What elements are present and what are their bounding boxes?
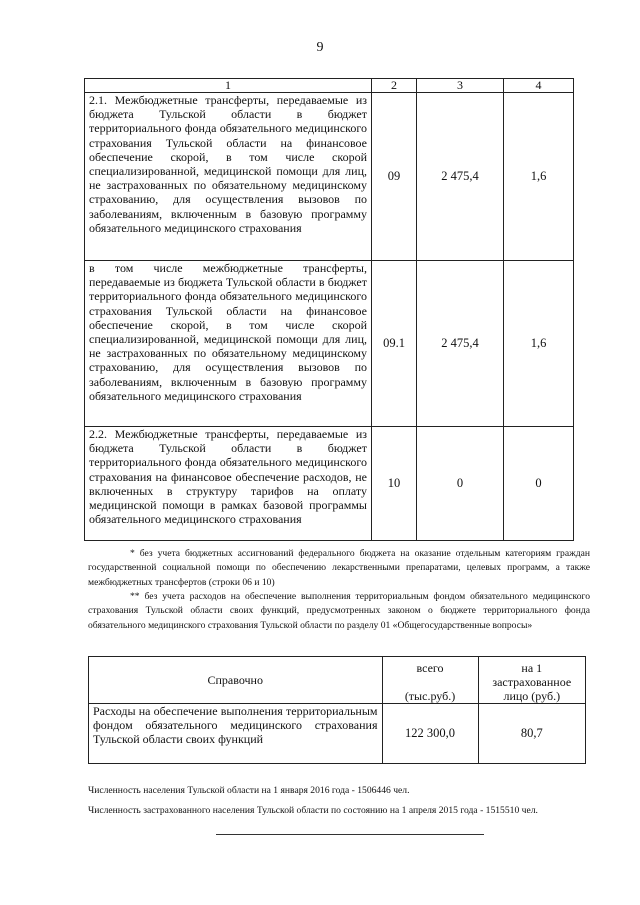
row-code: 10 (372, 427, 417, 541)
footnote-single-asterisk: * без учета бюджетных ассигнований федерального бюджета на оказание отдельным категориям граждан государственной социальной помощи по обеспечению лекарственными препаратами, целевых программ, а также межбюджетных трансфертов (строки 06 и 10) (88, 548, 590, 588)
reference-header-row (89, 657, 586, 704)
reference-header-total-unit: (тыс.руб.) (404, 689, 456, 703)
reference-table (88, 656, 586, 764)
table-row (85, 261, 574, 427)
reference-header-label: Справочно (89, 657, 383, 704)
row-code: 09 (372, 93, 417, 261)
reference-header-per-person: на 1 застрахованное лицо (руб.) (478, 657, 585, 704)
reference-header-total-label: всего (416, 661, 444, 675)
row-description: в том числе межбюджетные трансферты, передаваемые из бюджета Тульской области в бюджет территориального фонда обязательного медицинского страхования Тульской области на финансовое обеспечение скорой, в том числе скорой специализированной, медицинской помощи для лиц, не застрахованных по обязательному медицинскому страхованию, для осуществления вызовов по заболеваниям, включенным в базовую программу обязательного медицинского страхования (85, 261, 372, 427)
reference-header-total (382, 657, 478, 704)
reference-row-description: Расходы на обеспечение выполнения территориальным фондом обязательного медицинского страхования Тульской области своих функций (89, 704, 383, 764)
row-amount: 0 (417, 427, 504, 541)
row-description: 2.2. Межбюджетные трансферты, передаваемые из бюджета Тульской области в бюджет территориального фонда обязательного медицинского страхования на финансовое обеспечение расходов, не включенных в структуру тарифов на оплату медицинской помощи в рамках базовой программы обязательного медицинского страхования (85, 427, 372, 541)
row-per-person: 1,6 (504, 261, 574, 427)
end-divider (216, 834, 484, 835)
row-per-person: 1,6 (504, 93, 574, 261)
column-header-1: 1 (85, 79, 372, 93)
insured-population-line: Численность застрахованного населения Тульской области по состоянию на 1 апреля 2015 года - 1515510 чел. (88, 805, 538, 816)
row-per-person: 0 (504, 427, 574, 541)
budget-table (84, 78, 574, 541)
row-amount: 2 475,4 (417, 93, 504, 261)
row-description: 2.1. Межбюджетные трансферты, передаваемые из бюджета Тульской области в бюджет территориального фонда обязательного медицинского страхования Тульской области на финансовое обеспечение скорой, в том числе скорой специализированной, медицинской помощи для лиц, не застрахованных по обязательному медицинскому страхованию, для осуществления вызовов по заболеваниям, включенным в базовую программу обязательного медицинского страхования (85, 93, 372, 261)
row-amount: 2 475,4 (417, 261, 504, 427)
page-number: 9 (316, 40, 324, 55)
reference-row (89, 704, 586, 764)
table-row (85, 93, 574, 261)
table-header-row (85, 79, 574, 93)
column-header-4: 4 (504, 79, 574, 93)
reference-row-per-person: 80,7 (478, 704, 585, 764)
population-total-line: Численность населения Тульской области на 1 января 2016 года - 1506446 чел. (88, 785, 410, 796)
reference-row-total: 122 300,0 (382, 704, 478, 764)
footnote-double-asterisk: ** без учета расходов на обеспечение выполнения территориальным фондом обязательного медицинского страхования Тульской области своих функций, предусмотренных законом о бюджете территориального фонда обязательного медицинского страхования Тульской области по разделу 01 «Общегосударственные вопросы» (88, 591, 590, 631)
column-header-2: 2 (372, 79, 417, 93)
row-code: 09.1 (372, 261, 417, 427)
column-header-3: 3 (417, 79, 504, 93)
table-row (85, 427, 574, 541)
